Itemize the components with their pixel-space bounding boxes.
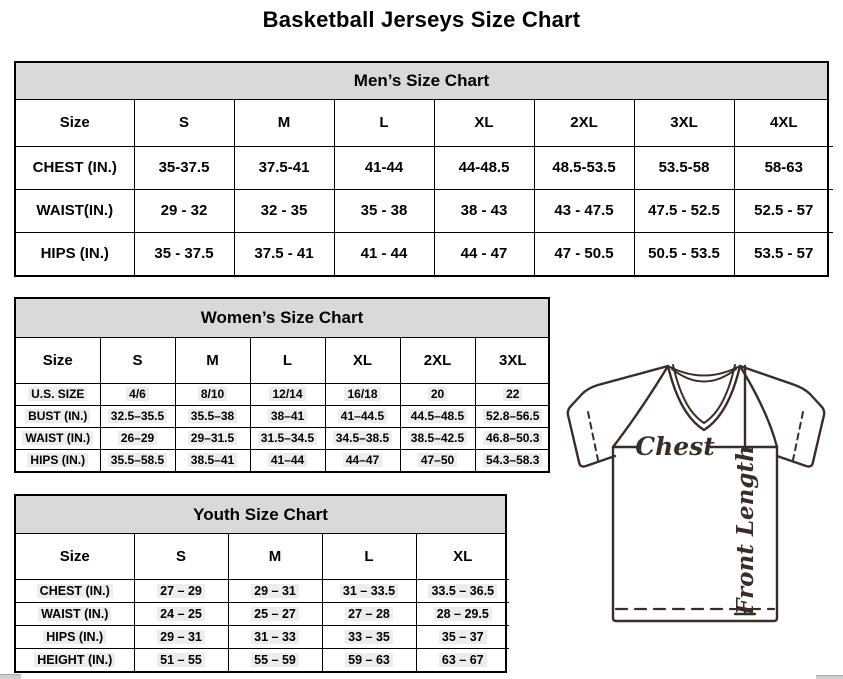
size-value-text: 63 – 67: [439, 653, 487, 667]
size-value: [434, 146, 534, 189]
size-value-text: 41–44: [268, 453, 307, 467]
size-value: [134, 625, 228, 648]
size-value-text: 44.5–48.5: [408, 409, 467, 423]
column-header: 2XL: [400, 338, 475, 383]
size-value: [416, 648, 509, 671]
size-value: [400, 405, 475, 427]
jersey-measurement-diagram: [558, 360, 833, 675]
jersey-vneck-inner: [673, 365, 735, 423]
column-header: Size: [16, 534, 134, 579]
scrollbar-fragment-right[interactable]: [816, 675, 843, 679]
table-row: [16, 602, 509, 625]
size-value: [416, 602, 509, 625]
column-header: S: [134, 534, 228, 579]
size-value-text: 52.8–56.5: [483, 409, 542, 423]
column-header: M: [228, 534, 322, 579]
size-value: [234, 232, 334, 275]
size-value-text: 29–31.5: [188, 431, 237, 445]
table-row: [16, 625, 509, 648]
size-value-text: 53.5 - 57: [754, 245, 814, 263]
jersey-left-cuff-dashes: [588, 412, 598, 460]
column-header: XL: [416, 534, 509, 579]
table-row: [16, 579, 509, 602]
size-value: [325, 383, 400, 405]
size-value: [250, 383, 325, 405]
row-label: [16, 405, 100, 427]
table-row: [16, 146, 833, 189]
size-value-text: 25 – 27: [251, 607, 299, 621]
size-value: [325, 405, 400, 427]
size-value: [734, 146, 833, 189]
womens-size-chart-section: [14, 297, 550, 473]
size-value: [434, 232, 534, 275]
size-value: [400, 427, 475, 449]
size-value-text: 41-44: [364, 159, 404, 176]
row-label-text: WAIST(IN.): [36, 202, 114, 219]
size-value-text: 8/10: [198, 387, 227, 401]
youth-size-table: [16, 534, 509, 671]
column-header: 4XL: [734, 100, 833, 146]
youth-size-chart-section: [14, 494, 507, 673]
size-value-text: 59 – 63: [345, 653, 393, 667]
row-label-text: HEIGHT (IN.): [34, 653, 115, 667]
womens-size-table: [16, 338, 550, 471]
size-value: [416, 579, 509, 602]
size-value: [234, 189, 334, 232]
size-value: [322, 625, 416, 648]
row-label: [16, 579, 134, 602]
size-value-text: 37.5 - 41: [254, 245, 314, 263]
table-row: [16, 427, 550, 449]
size-value-text: 35-37.5: [158, 159, 210, 176]
size-value: [475, 427, 550, 449]
size-value: [100, 383, 175, 405]
size-value-text: 31.5–34.5: [258, 431, 317, 445]
size-value: [234, 146, 334, 189]
row-label: [16, 146, 134, 189]
size-value-text: 43 - 47.5: [554, 202, 614, 219]
size-value: [175, 449, 250, 471]
size-value: [475, 449, 550, 471]
column-header: L: [250, 338, 325, 383]
youth-chart-title: Youth Size Chart: [16, 496, 505, 534]
row-label: [16, 189, 134, 232]
scrollbar-fragment-left[interactable]: [0, 674, 21, 679]
size-value-text: 38–41: [268, 409, 307, 423]
size-value-text: 44 - 47: [460, 245, 508, 263]
size-value: [634, 189, 734, 232]
row-label-text: BUST (IN.): [25, 409, 90, 423]
table-row: [16, 232, 833, 275]
size-value: [250, 449, 325, 471]
size-value: [325, 449, 400, 471]
size-value: [325, 427, 400, 449]
size-value: [175, 405, 250, 427]
size-value: [228, 648, 322, 671]
size-value: [416, 625, 509, 648]
column-header: L: [334, 100, 434, 146]
size-value-text: 33 – 35: [345, 630, 393, 644]
size-value: [734, 232, 833, 275]
size-value: [100, 405, 175, 427]
size-value-text: 22: [503, 387, 522, 401]
size-value-text: 55 – 59: [251, 653, 299, 667]
size-value-text: 35.5–38: [188, 409, 237, 423]
row-label: [16, 602, 134, 625]
size-value-text: 47–50: [418, 453, 457, 467]
jersey-right-cuff-dashes: [793, 412, 803, 460]
chest-label: Chest: [635, 432, 715, 461]
row-label: [16, 648, 134, 671]
row-label-text: U.S. SIZE: [28, 387, 87, 401]
row-label-text: HIPS (IN.): [27, 453, 88, 467]
mens-chart-title: Men’s Size Chart: [16, 63, 827, 100]
size-value-text: 47.5 - 52.5: [648, 202, 720, 219]
row-label: [16, 449, 100, 471]
table-row: [16, 383, 550, 405]
size-header-row: [16, 338, 550, 383]
row-label: [16, 383, 100, 405]
row-label-text: WAIST (IN.): [22, 431, 93, 445]
size-value: [434, 189, 534, 232]
size-value: [134, 232, 234, 275]
size-value-text: 26–29: [118, 431, 157, 445]
row-label-text: CHEST (IN.): [32, 159, 117, 176]
size-value-text: 51 – 55: [157, 653, 205, 667]
size-value-text: 28 – 29.5: [434, 607, 492, 621]
row-label: [16, 232, 134, 275]
size-value: [228, 602, 322, 625]
size-value-text: 41–44.5: [338, 409, 387, 423]
size-value: [334, 189, 434, 232]
front-length-label: Front Length: [732, 445, 759, 615]
size-value: [322, 602, 416, 625]
size-value: [250, 427, 325, 449]
size-value-text: 48.5-53.5: [552, 159, 616, 176]
size-value: [134, 146, 234, 189]
size-value: [250, 405, 325, 427]
size-value-text: 16/18: [344, 387, 380, 401]
size-value-text: 35 – 37: [439, 630, 487, 644]
size-value-text: 33.5 – 36.5: [428, 584, 497, 598]
size-value: [334, 146, 434, 189]
size-value: [228, 579, 322, 602]
size-value-text: 29 - 32: [160, 202, 208, 219]
column-header: XL: [325, 338, 400, 383]
size-value-text: 38.5–42.5: [408, 431, 467, 445]
size-value-text: 54.3–58.3: [483, 453, 542, 467]
size-value: [175, 427, 250, 449]
size-value-text: 38.5–41: [188, 453, 237, 467]
size-value: [400, 449, 475, 471]
mens-size-table: [16, 100, 833, 275]
table-row: [16, 648, 509, 671]
column-header: Size: [16, 100, 134, 146]
size-header-row: [16, 534, 509, 579]
table-row: [16, 189, 833, 232]
page-title: Basketball Jerseys Size Chart: [262, 7, 581, 32]
size-value: [175, 383, 250, 405]
size-value: [534, 232, 634, 275]
column-header: 3XL: [634, 100, 734, 146]
row-label-text: HIPS (IN.): [43, 630, 106, 644]
size-value-text: 41 - 44: [360, 245, 408, 263]
size-value: [634, 146, 734, 189]
size-value: [400, 383, 475, 405]
row-label-text: HIPS (IN.): [40, 245, 109, 263]
mens-size-chart-section: [14, 61, 829, 277]
row-label-text: WAIST (IN.): [38, 607, 111, 621]
column-header: M: [175, 338, 250, 383]
size-value-text: 32.5–35.5: [108, 409, 167, 423]
size-value: [134, 579, 228, 602]
size-value: [475, 405, 550, 427]
row-label: [16, 625, 134, 648]
column-header: 2XL: [534, 100, 634, 146]
size-value-text: 35 - 38: [360, 202, 408, 219]
size-value: [734, 189, 833, 232]
size-value-text: 52.5 - 57: [754, 202, 814, 219]
size-value-text: 37.5-41: [258, 159, 310, 176]
size-value: [322, 579, 416, 602]
size-value: [534, 189, 634, 232]
row-label-text: CHEST (IN.): [37, 584, 113, 598]
size-value: [100, 427, 175, 449]
size-value: [228, 625, 322, 648]
size-value-text: 50.5 - 53.5: [648, 245, 720, 263]
size-value-text: 58-63: [764, 159, 803, 176]
size-value-text: 4/6: [126, 387, 149, 401]
size-value: [334, 232, 434, 275]
size-value-text: 44-48.5: [458, 159, 510, 176]
size-value: [134, 648, 228, 671]
size-value: [534, 146, 634, 189]
size-value-text: 35.5–58.5: [108, 453, 167, 467]
column-header: Size: [16, 338, 100, 383]
size-value: [322, 648, 416, 671]
size-value-text: 38 - 43: [460, 202, 508, 219]
size-value: [134, 602, 228, 625]
size-value-text: 47 - 50.5: [554, 245, 614, 263]
size-value-text: 27 – 28: [345, 607, 393, 621]
table-row: [16, 449, 550, 471]
size-value-text: 34.5–38.5: [333, 431, 392, 445]
size-value: [134, 189, 234, 232]
size-value-text: 24 – 25: [157, 607, 205, 621]
size-value-text: 12/14: [269, 387, 305, 401]
column-header: XL: [434, 100, 534, 146]
size-value-text: 46.8–50.3: [483, 431, 542, 445]
column-header: S: [134, 100, 234, 146]
row-label: [16, 427, 100, 449]
column-header: L: [322, 534, 416, 579]
size-value: [100, 449, 175, 471]
size-value-text: 31 – 33: [251, 630, 299, 644]
size-value-text: 32 - 35: [260, 202, 308, 219]
size-value-text: 35 - 37.5: [154, 245, 214, 263]
size-value-text: 29 – 31: [251, 584, 299, 598]
size-value-text: 44–47: [343, 453, 382, 467]
womens-chart-title: Women’s Size Chart: [16, 299, 548, 338]
size-value-text: 27 – 29: [157, 584, 205, 598]
size-value-text: 29 – 31: [157, 630, 205, 644]
column-header: 3XL: [475, 338, 550, 383]
size-value: [634, 232, 734, 275]
size-value-text: 20: [428, 387, 447, 401]
table-row: [16, 405, 550, 427]
column-header: S: [100, 338, 175, 383]
size-value-text: 53.5-58: [658, 159, 710, 176]
size-value: [475, 383, 550, 405]
column-header: M: [234, 100, 334, 146]
size-header-row: [16, 100, 833, 146]
size-value-text: 31 – 33.5: [340, 584, 398, 598]
